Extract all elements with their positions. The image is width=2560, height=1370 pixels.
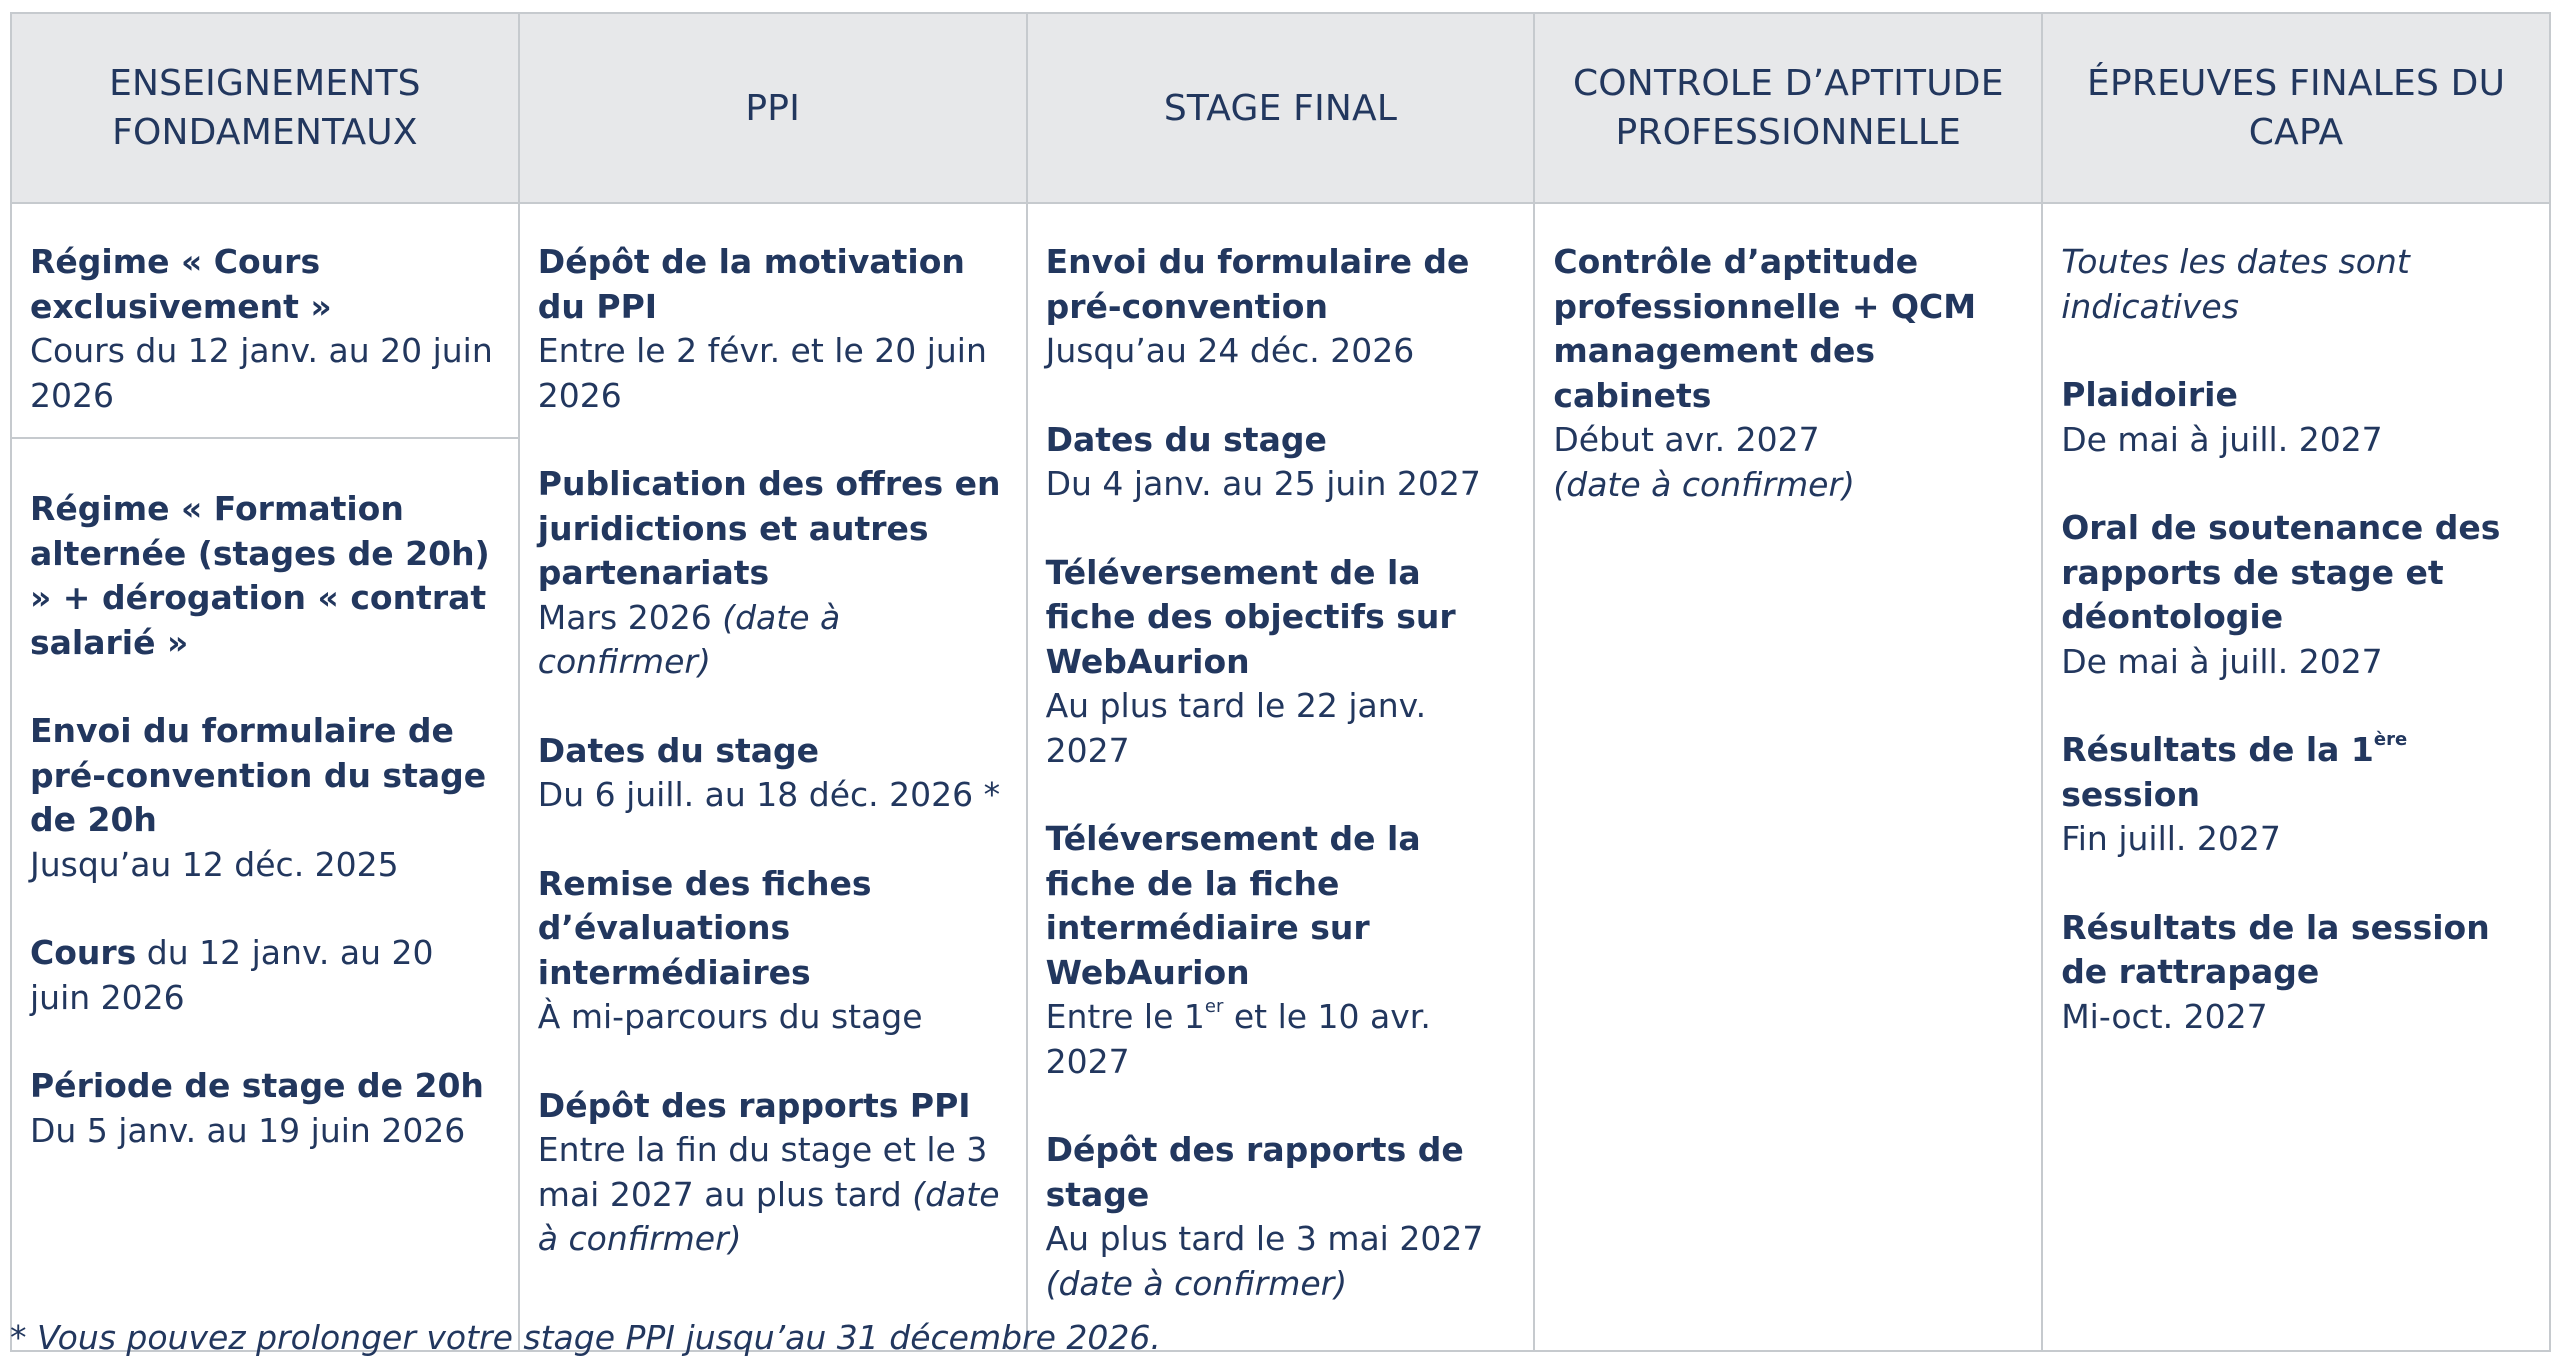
regime-cours-block (12, 204, 518, 439)
entry-body: De mai à juill. 2027 (2061, 641, 2383, 681)
entry-title: Oral de soutenance des rapports de stage et déontologie (2061, 508, 2501, 636)
col-enseignements (11, 203, 519, 1351)
list-item (30, 709, 500, 887)
entry-title: Dépôt de la motivation du PPI (537, 242, 965, 326)
entry-title: Publication des offres en juridictions et autres partenariats (537, 464, 1001, 592)
entry-body: Fin juill. 2027 (2061, 819, 2281, 858)
title-pre: Résultats de la 1 (2061, 730, 2374, 769)
list-item (2061, 506, 2531, 684)
title-post: session (2061, 774, 2200, 814)
entry-note: (date à confirmer) (537, 597, 841, 681)
list-item (30, 487, 500, 665)
entry-body: Du 5 janv. au 19 juin 2026 (30, 1110, 466, 1150)
entry-body: Entre le 2 févr. et le 20 juin 2026 (537, 331, 987, 415)
entry-lead: Cours (30, 933, 137, 972)
entry-body: Début avr. 2027 (1553, 420, 1820, 459)
entry-body: Du 4 janv. au 25 juin 2027 (1045, 464, 1481, 503)
entry-body (538, 596, 1008, 685)
entry-title: Dépôt des rapports de stage (1045, 1130, 1464, 1214)
entry-title: Régime « Cours exclusivement » (30, 242, 332, 326)
entry-body: Mi-oct. 2027 (2061, 996, 2268, 1036)
list-item (1046, 1128, 1516, 1306)
header-stage-final: STAGE FINAL (1027, 13, 1535, 203)
entry-note: (date à confirmer) (1045, 1263, 1348, 1303)
header-controle-aptitude: CONTROLE D’APTITUDE PROFESSIONNELLE (1534, 13, 2042, 203)
entry-title: Dépôt des rapports PPI (537, 1085, 971, 1125)
list-item (538, 1084, 1008, 1262)
entry-body: À mi-parcours du stage (537, 997, 923, 1036)
entry-body: Au plus tard le 3 mai 2027 (1045, 1219, 1484, 1258)
indicative-note: Toutes les dates sont indicatives (2061, 242, 2410, 326)
col-epreuves-finales (2042, 203, 2550, 1351)
col-stage-final (1027, 203, 1535, 1351)
entry-title: Téléversement de la fiche de la fiche intermédiaire sur WebAurion (1045, 819, 1421, 992)
header-ppi: PPI (519, 13, 1027, 203)
entry-body (1046, 995, 1516, 1084)
list-item (2061, 728, 2531, 862)
list-item (538, 462, 1008, 685)
entry-title: Contrôle d’aptitude professionnelle + QCM management des cabinets (1553, 242, 1977, 415)
entry-date-pre: Entre le 1 (1045, 997, 1205, 1036)
list-item (1046, 418, 1516, 507)
entry-title: Dates du stage (1045, 419, 1327, 459)
entry-body: Jusqu’au 12 déc. 2025 (30, 844, 399, 884)
col-ppi (519, 203, 1027, 1351)
list-item (1046, 551, 1516, 774)
header-row (11, 13, 2550, 203)
entry-title: Plaidoirie (2061, 375, 2238, 414)
content-row (11, 203, 2550, 1351)
list-item (538, 729, 1008, 818)
entry-title: Dates du stage (537, 730, 820, 770)
header-enseignements: ENSEIGNEMENTS FONDAMENTAUX (11, 13, 519, 203)
entry-body: De mai à juill. 2027 (2061, 419, 2383, 459)
entry-body: Jusqu’au 24 déc. 2026 (1045, 331, 1415, 370)
entry-title: Remise des fiches d’évaluations intermédiaires (537, 863, 872, 992)
list-item (538, 240, 1008, 418)
entry-body: Au plus tard le 22 janv. 2027 (1045, 686, 1427, 770)
entry-title: Résultats de la session de rattrapage (2061, 907, 2490, 991)
list-item (30, 1064, 500, 1153)
entry-note: (date à confirmer) (1553, 464, 1855, 504)
entry-body (538, 1128, 1008, 1262)
col-controle-aptitude (1534, 203, 2042, 1351)
entry-body: Cours du 12 janv. au 20 juin 2026 (30, 331, 493, 415)
entry-title (2061, 728, 2531, 817)
list-item (1553, 240, 2023, 507)
entry-body: Du 6 juill. au 18 déc. 2026 * (537, 775, 1001, 814)
entry-date-sup: er (1204, 996, 1224, 1017)
regime-alterne-block (12, 439, 518, 1153)
title-sup: ère (2373, 729, 2408, 750)
entry-title: Envoi du formulaire de pré-convention du stage de 20h (30, 711, 487, 839)
list-item (2061, 373, 2531, 462)
entry-date: Entre la fin du stage et le 3 mai 2027 au plus tard (537, 1130, 988, 1214)
list-item (1046, 817, 1516, 1084)
list-item (1046, 240, 1516, 374)
entry-title: Envoi du formulaire de pré-convention (1045, 242, 1470, 326)
entry-date: Mars 2026 (537, 597, 723, 637)
entry-rest: du 12 janv. au 20 juin 2026 (30, 933, 434, 1017)
schedule-table (10, 12, 2551, 1352)
entry-title: Régime « Formation alternée (stages de 20h) » + dérogation « contrat salarié » (30, 489, 490, 662)
entry-title: Période de stage de 20h (30, 1066, 484, 1105)
footnote: * Vous pouvez prolonger votre stage PPI jusqu’au 31 décembre 2026. (10, 1318, 1161, 1357)
entry-note: (date à confirmer) (537, 1174, 1000, 1258)
list-item (30, 931, 500, 1020)
entry-date-post: et le 10 avr. 2027 (1045, 997, 1431, 1081)
list-item (2061, 906, 2531, 1040)
header-epreuves-finales: ÉPREUVES FINALES DU CAPA (2042, 13, 2550, 203)
list-item (30, 240, 500, 418)
entry-body (30, 931, 500, 1020)
entry-title: Téléversement de la fiche des objectifs sur WebAurion (1045, 552, 1456, 681)
list-item (538, 862, 1008, 1040)
